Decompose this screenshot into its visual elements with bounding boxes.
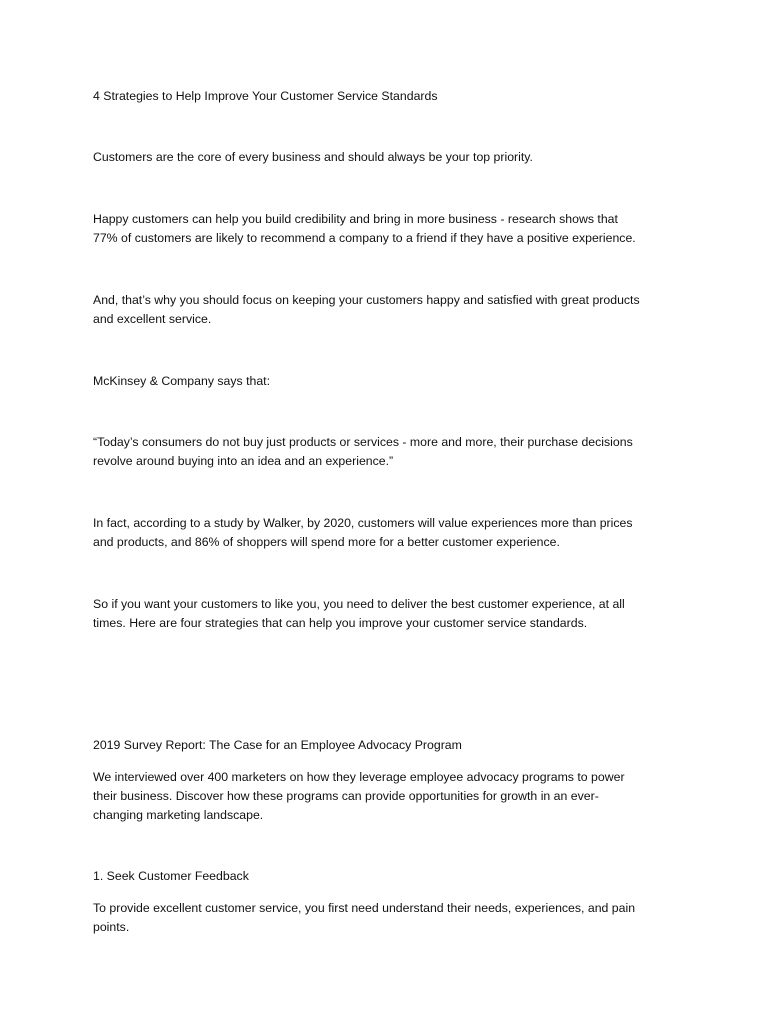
quote-mckinsey: “Today’s consumers do not buy just products or services - more and more, their purchase decisions revolve around buying into an idea and an experience.”: [93, 435, 633, 468]
document-title: 4 Strategies to Help Improve Your Customer Service Standards: [93, 89, 438, 103]
report-body: We interviewed over 400 marketers on how they leverage employee advocacy programs to power their business. Discover how these programs can provide opportunities for growth in an ever- changing marketing landscape.: [93, 770, 625, 822]
paragraph-intro: Customers are the core of every business and should always be your top priority.: [93, 150, 533, 164]
paragraph-happy-customers: Happy customers can help you build credibility and bring in more business - research shows that 77% of customers are likely to recommend a company to a friend if they have a positive experience.: [93, 212, 636, 245]
paragraph-focus: And, that’s why you should focus on keeping your customers happy and satisfied with great products and excellent service.: [93, 293, 640, 326]
paragraph-mckinsey-intro: McKinsey & Company says that:: [93, 374, 271, 388]
section-1-body: To provide excellent customer service, you first need understand their needs, experiences, and pain points.: [93, 901, 636, 934]
report-heading: 2019 Survey Report: The Case for an Employee Advocacy Program: [93, 738, 462, 752]
paragraph-walker-study: In fact, according to a study by Walker, by 2020, customers will value experiences more than prices and products, and 86% of shoppers will spend more for a better customer experience.: [93, 516, 633, 549]
paragraph-strategies-intro: So if you want your customers to like you, you need to deliver the best customer experience, at all times. Here are four strategies that can help you improve your customer service standards.: [93, 597, 625, 630]
section-1-heading: 1. Seek Customer Feedback: [93, 869, 249, 883]
